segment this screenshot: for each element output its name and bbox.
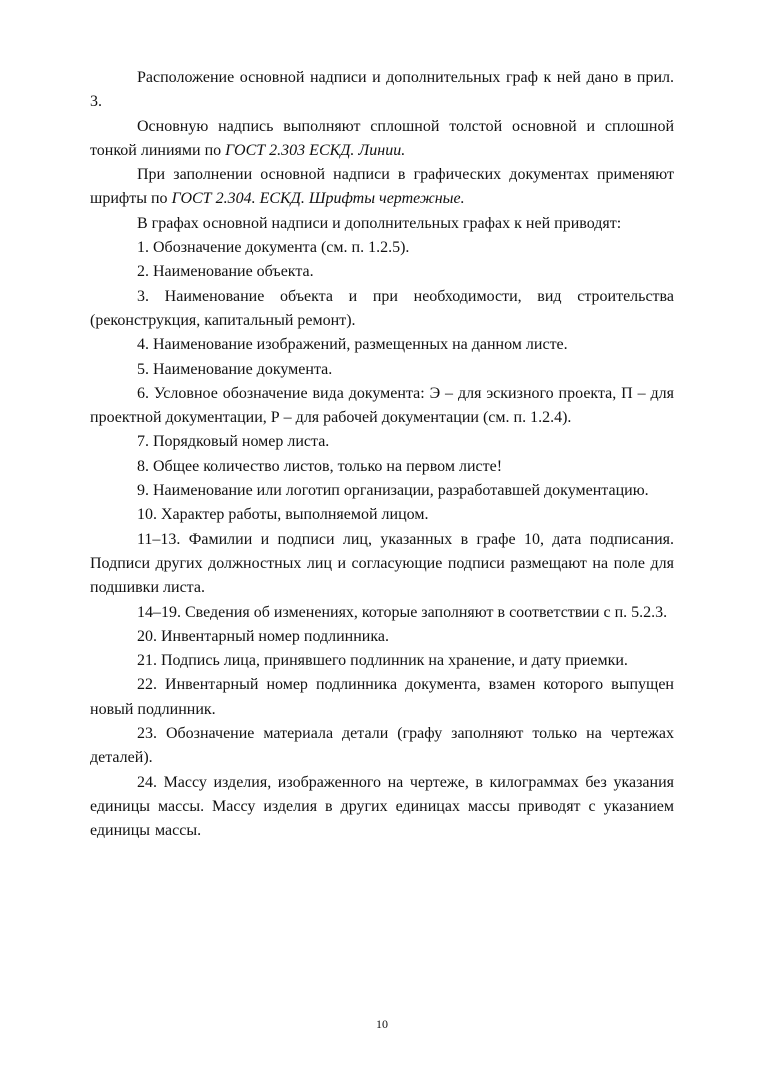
list-item-text: 4. Наименование изображений, размещенных на данном листе.: [137, 336, 568, 354]
list-item-9: [90, 479, 674, 503]
list-item-text: 24. Массу изделия, изображенного на чертеже, в килограммах без указания единицы массы. Массу изделия в других единицах массы приводят с указанием единицы массы.: [90, 773, 674, 840]
list-item-text: 2. Наименование объекта.: [137, 263, 314, 281]
list-item-2: [90, 260, 674, 284]
standard-reference: ГОСТ 2.303 ЕСКД. Линии.: [225, 141, 406, 159]
list-item-text: 21. Подпись лица, принявшего подлинник на хранение, и дату приемки.: [137, 652, 628, 670]
paragraph-text: Основную надпись выполняют сплошной толстой основной и сплошной тонкой линиями по: [90, 117, 674, 159]
list-item-text: 20. Инвентарный номер подлинника.: [137, 627, 389, 645]
list-item-5: [90, 358, 674, 382]
paragraph-text: Расположение основной надписи и дополнительных граф к ней дано в прил. 3.: [90, 69, 674, 111]
list-item-text: 14–19. Сведения об изменениях, которые заполняют в соответствии с п. 5.2.3.: [137, 603, 668, 621]
list-item-23: [90, 722, 674, 771]
list-item-text: 3. Наименование объекта и при необходимости, вид строительства (реконструкция, капитальный ремонт).: [90, 287, 674, 329]
standard-reference: ГОСТ 2.304. ЕСКД. Шрифты чертежные.: [171, 190, 465, 208]
list-item-10: [90, 503, 674, 527]
paragraph-text: В графах основной надписи и дополнительных графах к ней приводят:: [137, 214, 622, 232]
list-item-14-19: [90, 601, 674, 625]
paragraph-fonts-standard: [90, 163, 674, 212]
list-item-1: [90, 236, 674, 260]
list-item-6: [90, 382, 674, 431]
list-item-text: 23. Обозначение материала детали (графу заполняют только на чертежах деталей).: [90, 725, 674, 767]
page-number: 10: [376, 1017, 388, 1031]
list-item-21: [90, 649, 674, 673]
list-item-text: 7. Порядковый номер листа.: [137, 433, 330, 451]
list-item-text: 6. Условное обозначение вида документа: Э – для эскизного проекта, П – для проектной документации, Р – для рабочей документации (см. п. 1.2.4).: [90, 384, 674, 427]
list-item-4: [90, 333, 674, 357]
list-item-22: [90, 673, 674, 722]
list-item-text: 1. Обозначение документа (см. п. 1.2.5).: [137, 239, 410, 257]
list-item-text: 10. Характер работы, выполняемой лицом.: [137, 506, 429, 524]
paragraph-text: При заполнении основной надписи в графических документах применяют шрифты по: [90, 166, 674, 208]
list-item-text: 5. Наименование документа.: [137, 360, 333, 378]
list-item-text: 9. Наименование или логотип организации, разработавшей документацию.: [137, 482, 649, 500]
list-item-text: 11–13. Фамилии и подписи лиц, указанных в графе 10, дата подписания. Подписи других должностных лиц и согласующие подписи размещают на поле для подшивки листа.: [90, 530, 674, 597]
list-item-8: [90, 455, 674, 479]
list-item-3: [90, 285, 674, 334]
list-item-20: [90, 625, 674, 649]
paragraph-intro-list: [90, 212, 674, 236]
list-item-text: 8. Общее количество листов, только на первом листе!: [137, 457, 503, 475]
list-item-11-13: [90, 528, 674, 601]
list-item-7: [90, 430, 674, 454]
page-body: [90, 66, 674, 844]
paragraph-layout-reference: [90, 66, 674, 115]
list-item-text: 22. Инвентарный номер подлинника документа, взамен которого выпущен новый подлинник.: [90, 676, 674, 718]
paragraph-lines-standard: [90, 115, 674, 164]
list-item-24: [90, 771, 674, 844]
